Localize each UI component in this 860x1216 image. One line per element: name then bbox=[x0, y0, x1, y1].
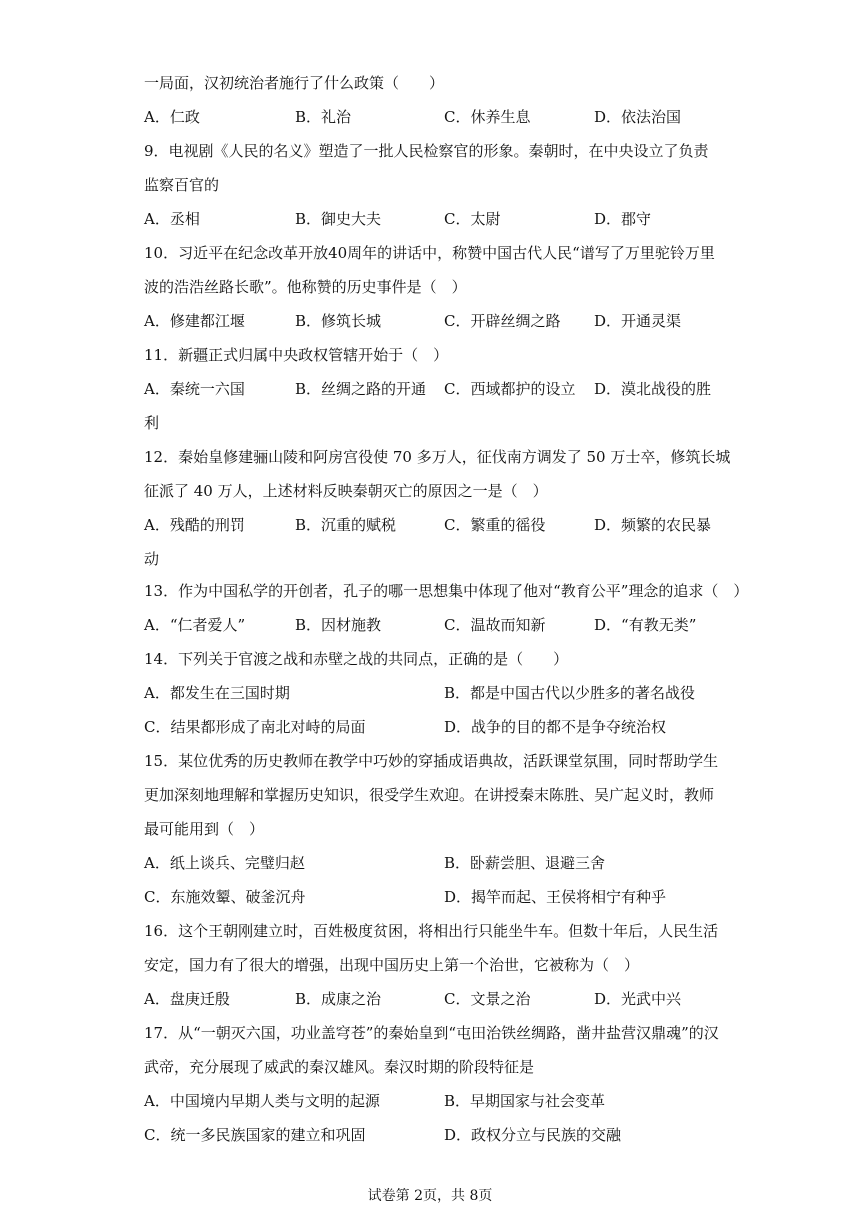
q10-option-a: A．修建都江堰 bbox=[144, 312, 245, 330]
q8-option-b: B．礼治 bbox=[295, 108, 352, 126]
q10-stem-line-1: 10．习近平在纪念改革开放40周年的讲话中，称赞中国古代人民“谱写了万里驼铃万里 bbox=[144, 244, 715, 262]
q15-option-b: B．卧薪尝胆、退避三舍 bbox=[444, 854, 606, 872]
q14-options-row-2 bbox=[144, 717, 724, 737]
q11-option-a: A．秦统一六国 bbox=[144, 380, 245, 398]
q16-option-d: D．光武中兴 bbox=[594, 990, 682, 1008]
q14-option-d: D．战争的目的都不是争夺统治权 bbox=[444, 718, 667, 736]
q14-stem: 14．下列关于官渡之战和赤壁之战的共同点，正确的是（ ） bbox=[144, 650, 569, 668]
q8-option-d: D．依法治国 bbox=[594, 108, 682, 126]
q17-option-d: D．政权分立与民族的交融 bbox=[444, 1126, 622, 1144]
q12-option-c: C．繁重的徭役 bbox=[444, 516, 546, 534]
q11-option-c: C．西域都护的设立 bbox=[444, 380, 576, 398]
q11-option-d-wrap: 利 bbox=[144, 414, 160, 432]
q17-options-row-1 bbox=[144, 1091, 724, 1111]
q10-stem-line-2: 波的浩浩丝路长歌”。他称赞的历史事件是（ ） bbox=[144, 278, 467, 296]
q9-option-c: C．太尉 bbox=[444, 210, 501, 228]
q10-option-c: C．开辟丝绸之路 bbox=[444, 312, 561, 330]
q16-option-c: C．文景之治 bbox=[444, 990, 531, 1008]
q13-options bbox=[144, 615, 724, 635]
q8-stem-continuation: 一局面，汉初统治者施行了什么政策（ ） bbox=[144, 74, 445, 92]
q16-option-a: A．盘庚迁殷 bbox=[144, 990, 230, 1008]
q10-options bbox=[144, 311, 724, 331]
q15-option-d: D．揭竿而起、王侯将相宁有种乎 bbox=[444, 888, 667, 906]
q12-stem-line-1: 12．秦始皇修建骊山陵和阿房宫役使 70 多万人，征伐南方调发了 50 万士卒，修筑长城 bbox=[144, 448, 731, 466]
q8-option-c: C．休养生息 bbox=[444, 108, 531, 126]
q12-option-a: A．残酷的刑罚 bbox=[144, 516, 245, 534]
q15-stem-line-1: 15．某位优秀的历史教师在教学中巧妙的穿插成语典故，活跃课堂氛围，同时帮助学生 bbox=[144, 752, 719, 770]
q17-stem-line-2: 武帝，充分展现了威武的秦汉雄风。秦汉时期的阶段特征是 bbox=[144, 1058, 535, 1076]
q10-option-d: D．开通灵渠 bbox=[594, 312, 682, 330]
q12-option-d-wrap: 动 bbox=[144, 550, 160, 568]
q13-option-c: C．温故而知新 bbox=[444, 616, 546, 634]
q14-options-row-1 bbox=[144, 683, 724, 703]
q11-option-d: D．漠北战役的胜 bbox=[594, 380, 712, 398]
q9-option-a: A．丞相 bbox=[144, 210, 200, 228]
q13-stem: 13．作为中国私学的开创者，孔子的哪一思想集中体现了他对“教育公平”理念的追求（ ） bbox=[144, 582, 749, 600]
q15-options-row-1 bbox=[144, 853, 724, 873]
q9-stem-line-2: 监察百官的 bbox=[144, 176, 220, 194]
q15-stem-line-2: 更加深刻地理解和掌握历史知识，很受学生欢迎。在讲授秦末陈胜、吴广起义时，教师 bbox=[144, 786, 715, 804]
q17-stem-line-1: 17．从“一朝灭六国，功业盖穹苍”的秦始皇到“屯田治铁丝绸路，凿井盐营汉鼎魂”的汉 bbox=[144, 1024, 719, 1042]
q9-options bbox=[144, 209, 724, 229]
q17-option-c: C．统一多民族国家的建立和巩固 bbox=[144, 1126, 366, 1144]
q15-option-c: C．东施效颦、破釜沉舟 bbox=[144, 888, 306, 906]
q16-stem-line-2: 安定，国力有了很大的增强，出现中国历史上第一个治世，它被称为（ ） bbox=[144, 956, 640, 974]
q11-options bbox=[144, 379, 724, 399]
q12-stem-line-2: 征派了 40 万人，上述材料反映秦朝灭亡的原因之一是（ ） bbox=[144, 482, 548, 500]
q16-options bbox=[144, 989, 724, 1009]
q8-option-a: A．仁政 bbox=[144, 108, 200, 126]
q11-stem: 11．新疆正式归属中央政权管辖开始于（ ） bbox=[144, 346, 449, 364]
q15-options-row-2 bbox=[144, 887, 724, 907]
page-footer: 试卷第 2页，共 8页 bbox=[367, 1188, 493, 1204]
q9-option-b: B．御史大夫 bbox=[295, 210, 382, 228]
q17-options-row-2 bbox=[144, 1125, 724, 1145]
q14-option-c: C．结果都形成了南北对峙的局面 bbox=[144, 718, 366, 736]
q15-stem-line-3: 最可能用到（ ） bbox=[144, 820, 265, 838]
q16-stem-line-1: 16．这个王朝刚建立时，百姓极度贫困，将相出行只能坐牛车。但数十年后，人民生活 bbox=[144, 922, 719, 940]
q12-option-b: B．沉重的赋税 bbox=[295, 516, 397, 534]
q11-option-b: B．丝绸之路的开通 bbox=[295, 380, 427, 398]
q13-option-b: B．因材施教 bbox=[295, 616, 382, 634]
q17-option-a: A．中国境内早期人类与文明的起源 bbox=[144, 1092, 380, 1110]
q9-option-d: D．郡守 bbox=[594, 210, 652, 228]
q13-option-a: A．“仁者爱人” bbox=[144, 616, 246, 634]
q14-option-a: A．都发生在三国时期 bbox=[144, 684, 290, 702]
q13-option-d: D．“有教无类” bbox=[594, 616, 697, 634]
q17-option-b: B．早期国家与社会变革 bbox=[444, 1092, 606, 1110]
q8-options bbox=[144, 107, 724, 127]
q10-option-b: B．修筑长城 bbox=[295, 312, 382, 330]
q15-option-a: A．纸上谈兵、完璧归赵 bbox=[144, 854, 305, 872]
q12-option-d: D．频繁的农民暴 bbox=[594, 516, 712, 534]
q9-stem-line-1: 9．电视剧《人民的名义》塑造了一批人民检察官的形象。秦朝时，在中央设立了负责 bbox=[144, 142, 709, 160]
q14-option-b: B．都是中国古代以少胜多的著名战役 bbox=[444, 684, 696, 702]
q12-options bbox=[144, 515, 724, 535]
q16-option-b: B．成康之治 bbox=[295, 990, 382, 1008]
